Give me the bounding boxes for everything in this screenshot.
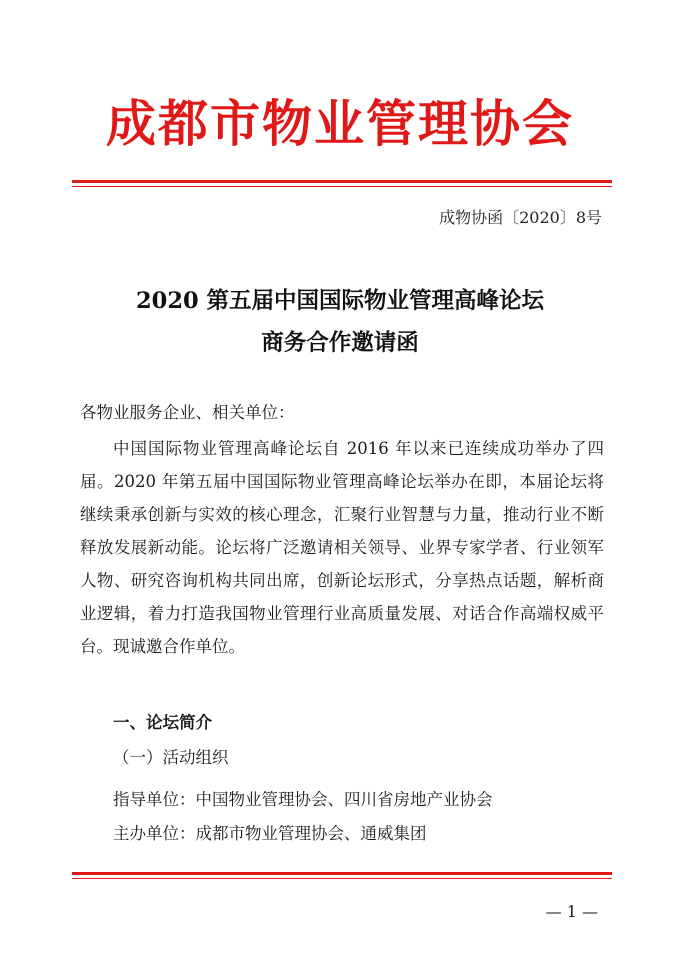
guide-unit-line: 指导单位：中国物业管理协会、四川省房地产业协会 [113, 790, 493, 809]
section-heading-forum-intro: 一、论坛简介 [113, 713, 212, 732]
body-paragraph-container [80, 432, 604, 663]
subsection-heading-organization: （一）活动组织 [113, 748, 229, 767]
footer-rule-thick [72, 872, 612, 875]
header-rule-thick [72, 180, 612, 183]
footer-rule-thin [72, 878, 612, 879]
salutation: 各物业服务企业、相关单位： [80, 403, 295, 422]
body-paragraph: 中国国际物业管理高峰论坛自 2016 年以来已连续成功举办了四届。2020 年第五届中国国际物业管理高峰论坛举办在即，本届论坛将继续秉承创新与实效的核心理念，汇聚行业智慧与力量，推动行业不断释放发展新动能。论坛将广泛邀请相关领导、业界专家学者、行业领军人物、研究咨询机构共同出席，创新论坛形式，分享热点话题，解析商业逻辑，着力打造我国物业管理行业高质量发展、对话合作高端权威平台。现诚邀合作单位。 [80, 439, 604, 656]
document-number: 成物协函〔2020〕8号 [439, 208, 602, 227]
document-title-line2: 商务合作邀请函 [261, 330, 419, 356]
organization-header: 成都市物业管理协会 [106, 94, 574, 153]
page-number: — 1 — [545, 902, 598, 921]
document-title-line1: 2020 第五届中国国际物业管理高峰论坛 [136, 288, 544, 314]
header-rule-thin [72, 186, 612, 187]
host-unit-line: 主办单位：成都市物业管理协会、通威集团 [113, 824, 427, 843]
